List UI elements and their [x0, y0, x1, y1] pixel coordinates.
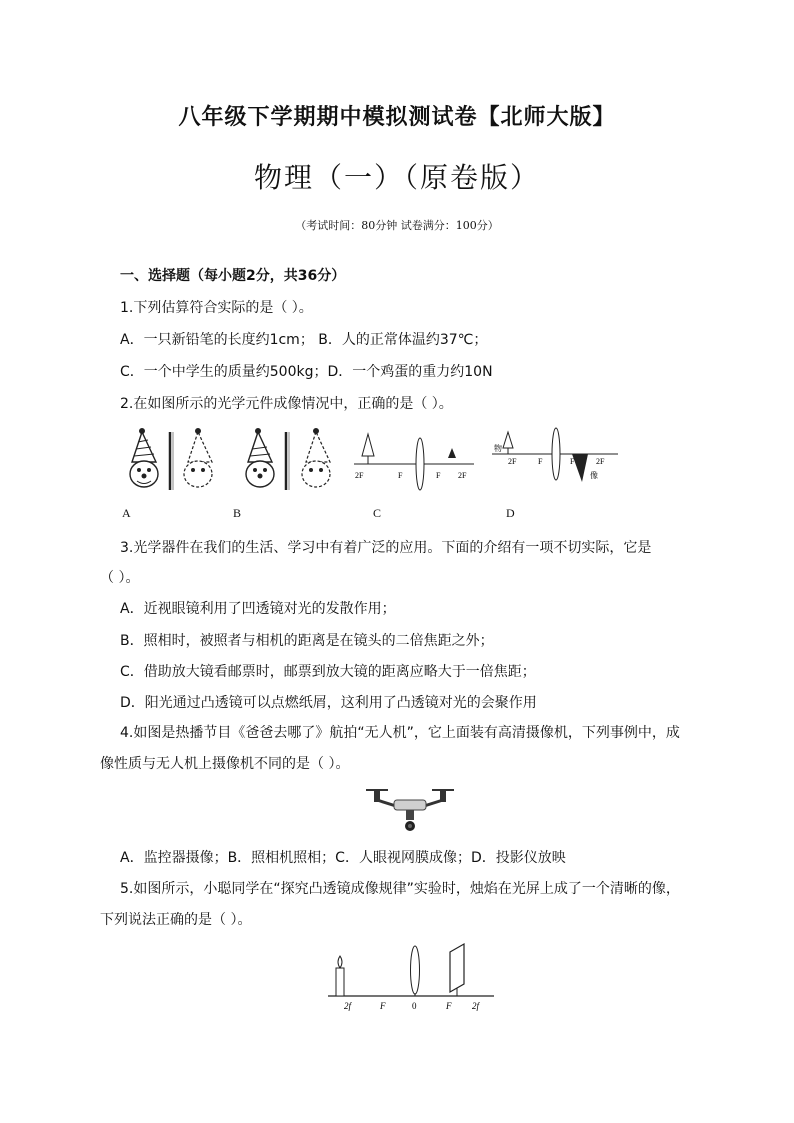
- exam-note: （考试时间：80分钟 试卷满分：100分）: [295, 219, 499, 232]
- drone-image: [360, 780, 460, 836]
- q1-options-cd: C．一个中学生的质量约500kg；D．一个鸡蛋的重力约10N: [120, 364, 493, 380]
- axis-label: F: [380, 1001, 386, 1011]
- figure-d-label: 2F: [596, 457, 605, 466]
- figure-c-label: F: [398, 471, 403, 480]
- axis-label: 2f: [472, 1001, 480, 1011]
- q5-stem-cont: 下列说法正确的是（ ）。: [100, 912, 252, 928]
- q1-stem: 1.下列估算符合实际的是（ ）。: [120, 300, 313, 316]
- q4-stem-cont: 像性质与无人机上摄像机不同的是（ ）。: [100, 756, 350, 772]
- axis-label: 0: [412, 1001, 417, 1011]
- q5-optical-bench: [322, 938, 498, 1016]
- figure-c-label: 2F: [458, 471, 467, 480]
- figure-c-label: F: [436, 471, 441, 480]
- q3-option-d: D．阳光通过凸透镜可以点燃纸屑，这利用了凸透镜对光的会聚作用: [120, 695, 537, 711]
- q3-stem: 3.光学器件在我们的生活、学习中有着广泛的应用。下面的介绍有一项不切实际，它是: [120, 540, 652, 556]
- exam-subtitle: 物理（一）（原卷版）: [253, 161, 540, 194]
- q4-stem: 4.如图是热播节目《爸爸去哪了》航拍“无人机”，它上面装有高清摄像机，下列事例中，成: [120, 725, 680, 741]
- q2-label-b: B: [233, 506, 242, 520]
- q5-stem: 5.如图所示，小聪同学在“探究凸透镜成像规律”实验时，烛焰在光屏上成了一个清晰的像，: [120, 881, 680, 897]
- q2-label-d: D: [506, 506, 515, 520]
- figure-d-label: F: [538, 457, 543, 466]
- figure-d-lens: [492, 428, 618, 482]
- figure-c-label: 2F: [355, 471, 364, 480]
- q3-option-c: C．借助放大镜看邮票时，邮票到放大镜的距离应略大于一倍焦距；: [120, 664, 536, 680]
- axis-label: 2f: [344, 1001, 352, 1011]
- q2-label-a: A: [122, 506, 131, 520]
- axis-label: F: [446, 1001, 452, 1011]
- q3-option-a: A．近视眼镜利用了凹透镜对光的发散作用；: [120, 601, 396, 617]
- figure-d-label: 物: [494, 444, 502, 453]
- section-heading: 一、选择题（每小题2分，共36分）: [120, 268, 346, 284]
- figure-d-label: F: [570, 457, 575, 466]
- q2-stem: 2.在如图所示的光学元件成像情况中，正确的是（ ）。: [120, 396, 453, 412]
- figure-b-mirror-image: [246, 428, 330, 490]
- q2-figure: [118, 420, 618, 500]
- q3-option-b: B．照相时，被照者与相机的距离是在镜头的二倍焦距之外；: [120, 633, 494, 649]
- exam-title: 八年级下学期期中模拟测试卷【北师大版】: [178, 105, 616, 130]
- q3-stem-cont: （ ）。: [100, 570, 140, 586]
- figure-d-label: 2F: [508, 457, 517, 466]
- q2-label-c: C: [373, 506, 382, 520]
- figure-c-lens: [354, 434, 474, 490]
- figure-a-mirror-image: [130, 428, 212, 490]
- figure-d-label: 像: [590, 471, 598, 480]
- q4-options: A．监控器摄像；B．照相机照相；C．人眼视网膜成像；D．投影仪放映: [120, 850, 566, 866]
- q1-options-ab: A．一只新铅笔的长度约1cm； B．人的正常体温约37℃；: [120, 332, 488, 348]
